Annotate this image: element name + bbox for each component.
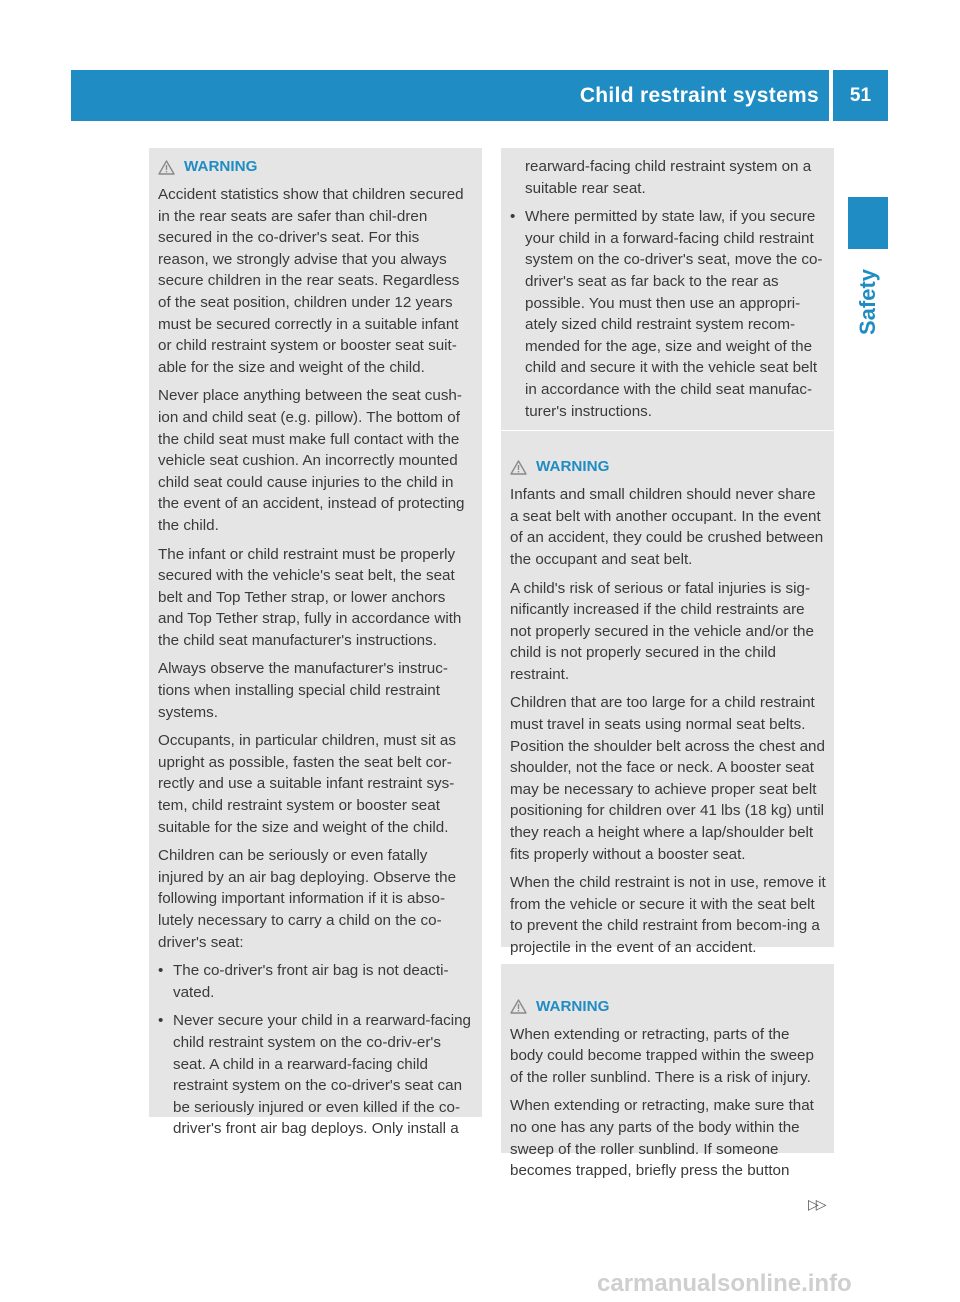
list-item: • The co-driver's front air bag is not deacti-vated. <box>158 960 474 1003</box>
warning-triangle-icon <box>510 460 527 475</box>
paragraph: Infants and small children should never share a seat belt with another occupant. In the event of an accident, they could be crushed between the occupant and seat belt. <box>510 486 824 568</box>
left-column <box>158 156 474 1147</box>
paragraph: Accident statistics show that children secured in the rear seats are safer than chil-dren secured in the co-driver's seat. For this reason, we strongly advise that you always secure children in the rear seats. Regardless of the seat position, children under 12 years must be secured correctly in a suitable infant or child restraint system or booster seat suit-able for the size and weight of the child. <box>158 186 464 376</box>
paragraph: A child's risk of serious or fatal injuries is sig-nificantly increased if the child restraints are not properly secured in the vehicle and/or the child is not properly secured in the child restraint. <box>510 579 814 683</box>
paragraph: Always observe the manufacturer's instruc-tions when installing special child restraint systems. <box>158 660 448 721</box>
page-number: 51 <box>849 85 872 106</box>
bullet-list <box>158 960 474 1140</box>
list-item: • Where permitted by state law, if you secure your child in a forward-facing child restraint system on the co-driver's seat, move the co-driver's seat as far back to the rear as possible. You must then use an appropri-ately sized child restraint system recom-mended for the age, size and weight of the child and secure it with the vehicle seat belt in accordance with the child seat manufac-turer's instructions. <box>510 206 826 422</box>
paragraph: The infant or child restraint must be properly secured with the vehicle's seat belt, the seat belt and Top Tether strap, or lower anchors and Top Tether strap, fully in accordance with the child seat manufacturer's instructions. <box>158 545 462 649</box>
side-tab-label: Safety <box>855 268 880 336</box>
header-bar <box>71 70 888 121</box>
warning-heading: WARNING <box>510 996 826 1018</box>
paragraph: Children that are too large for a child restraint must travel in seats using normal seat belts. Position the shoulder belt across the chest and shoulder, not the face or neck. A booster seat may be necessary to achieve proper seat belt positioning for children over 41 lbs (18 kg) until they reach a height where a lap/shoulder belt fits properly without a booster seat. <box>510 694 825 863</box>
watermark: carmanualsonline.info <box>597 1270 852 1297</box>
paragraph: Never place anything between the seat cush-ion and child seat (e.g. pillow). The bottom of the child seat must make full contact with the vehicle seat cushion. An incorrectly mounted child seat could cause injuries to the child in the event of an accident, instead of protecting the child. <box>158 387 465 534</box>
warning-heading: WARNING <box>510 456 826 478</box>
paragraph: Occupants, in particular children, must sit as upright as possible, fasten the seat belt cor-rectly and use a suitable infant restraint sys-tem, child restraint system or booster seat suitable for the size and weight of the child. <box>158 732 456 836</box>
right-column <box>510 156 826 1189</box>
side-tab-marker <box>848 197 888 249</box>
paragraph: Children can be seriously or even fatally injured by an air bag deploying. Observe the following important information if it is abso-lutely necessary to carry a child on the co-driver's seat: <box>158 847 457 951</box>
list-item: • Never secure your child in a rearward-facing child restraint system on the co-driv-er's seat. A child in a rearward-facing child restraint system on the co-driver's seat can be seriously injured or even killed if the co-driver's front air bag deploys. Only install a <box>158 1010 474 1140</box>
paragraph: When the child restraint is not in use, remove it from the vehicle or secure it with the seat belt to prevent the child restraint from becom-ing a projectile in the event of an accident. <box>510 874 826 956</box>
paragraph: When extending or retracting, make sure that no one has any parts of the body within the sweep of the roller sunblind. If someone becomes trapped, briefly press the button <box>510 1097 814 1180</box>
warning-triangle-icon <box>510 999 527 1014</box>
continue-arrow-icon: ▷▷ <box>808 1196 824 1212</box>
bullet-list-continued <box>510 156 826 422</box>
paragraph: When extending or retracting, parts of the body could become trapped within the sweep of the roller sunblind. There is a risk of injury. <box>510 1025 814 1086</box>
section-title: Child restraint systems <box>579 84 819 107</box>
warning-heading: WARNING <box>158 156 474 178</box>
warning-triangle-icon <box>158 160 175 175</box>
list-item-continued: • rearward-facing child restraint system on a suitable rear seat. <box>510 156 826 199</box>
